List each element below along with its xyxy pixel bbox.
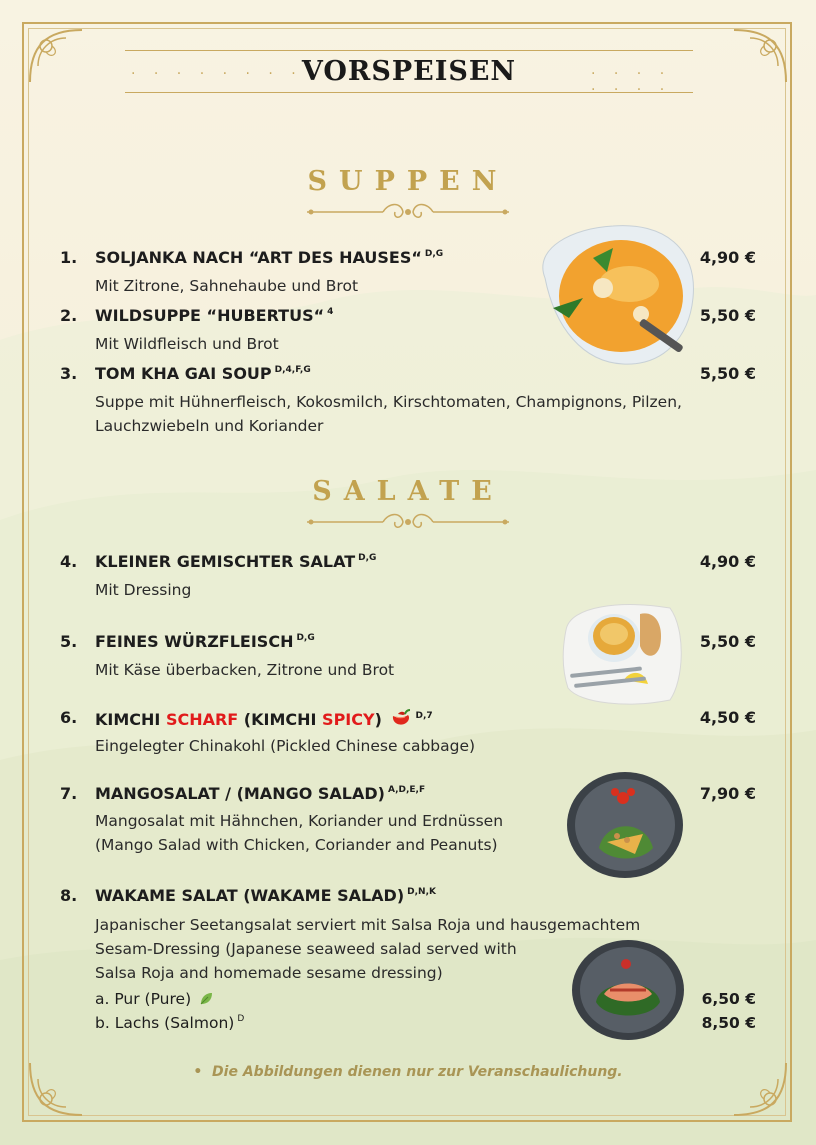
allergen-codes: D,G [358,553,377,563]
item-description: Mit Dressing [95,581,192,599]
item-description-line: Mangosalat mit Hähnchen, Koriander und Erdnüssen [95,812,504,830]
item-option [95,990,213,1008]
chili-pepper-icon [390,708,412,728]
item-description-line: Lauchzwiebeln und Koriander [95,417,324,435]
page-header [125,48,693,96]
item-description-line: Sesam-Dressing (Japanese seaweed salad served with [95,940,517,958]
item-description [95,809,503,857]
item-number: 5. [60,632,78,651]
item-price: 4,90 € [699,248,756,267]
item-option-label: b. Lachs (Salmon) [95,1014,235,1032]
header-dots-left: . . . . . . . . [131,62,303,78]
item-name-text: FEINES WÜRZFLEISCH [95,632,294,651]
item-name-text: SOLJANKA NACH “ART DES HAUSES“ [95,248,422,267]
item-price: 7,90 € [699,784,756,803]
allergen-codes: 4 [327,307,334,317]
item-description-line: (Mango Salad with Chicken, Coriander and Peanuts) [95,836,498,854]
item-number: 7. [60,784,78,803]
allergen-codes: D,G [296,633,315,643]
soup-photo [533,218,701,370]
allergen-codes: D,7 [415,711,433,721]
allergen-codes: D [237,1014,245,1024]
wuerzfleisch-photo [560,600,688,708]
item-description [95,390,682,438]
item-number: 2. [60,306,78,325]
item-price: 4,90 € [699,552,756,571]
allergen-codes: D,N,K [407,887,436,897]
item-price: 4,50 € [699,708,756,727]
section-title-suppen: SUPPEN [307,166,509,197]
item-name [95,632,315,651]
divider-ornament-icon [303,200,513,224]
item-option [95,1014,244,1032]
item-name-text: WILDSUPPE “HUBERTUS“ [95,306,325,325]
divider-ornament-icon [303,510,513,534]
item-description: Mit Käse überbacken, Zitrone und Brot [95,661,395,679]
item-name [95,886,436,905]
item-name [95,708,433,729]
item-name-text: KLEINER GEMISCHTER SALAT [95,552,356,571]
item-name-text: (KIMCHI [238,710,323,729]
item-number: 1. [60,248,78,267]
item-name [95,364,311,383]
page-title: VORSPEISEN [301,56,517,87]
footer-note-text: Die Abbildungen dienen nur zur Veranschaulichung. [212,1064,623,1080]
item-name-spicy-text: SCHARF [165,710,239,729]
item-name [95,248,443,267]
item-option-price: 8,50 € [701,1014,756,1032]
item-name-text: KIMCHI [95,710,166,729]
item-description: Mit Zitrone, Sahnehaube und Brot [95,277,359,295]
corner-ornament-icon [730,26,790,86]
item-number: 4. [60,552,78,571]
item-name-text: TOM KHA GAI SOUP [95,364,272,383]
item-option-label: a. Pur (Pure) [95,990,192,1008]
item-name [95,552,376,571]
item-name [95,784,425,803]
item-name [95,306,333,325]
item-name-text: WAKAME SALAT (WAKAME SALAD) [95,886,405,905]
footer-bullet: • [193,1064,203,1080]
item-description: Mit Wildfleisch und Brot [95,335,279,353]
item-description-line: Suppe mit Hühnerfleisch, Kokosmilch, Kirschtomaten, Champignons, Pilzen, [95,393,682,411]
corner-ornament-icon [26,26,86,86]
item-number: 8. [60,886,78,905]
leaf-icon [199,992,213,1006]
item-name-text: MANGOSALAT / (MANGO SALAD) [95,784,385,803]
mango-salad-photo [565,770,685,880]
item-price: 5,50 € [699,632,756,651]
item-number: 6. [60,708,78,727]
item-price: 5,50 € [699,364,756,383]
item-description: Eingelegter Chinakohl (Pickled Chinese cabbage) [95,737,476,755]
item-name-spicy-text: SPICY [322,710,375,729]
footer-note [0,1064,816,1080]
item-number: 3. [60,364,78,383]
header-dots-right: . . . . . . . . [591,62,672,94]
item-description-line: Japanischer Seetangsalat serviert mit Salsa Roja und hausgemachtem [95,916,641,934]
item-description [95,913,640,985]
item-name-text: ) [374,710,382,729]
allergen-codes: D,G [424,249,444,259]
item-option-price: 6,50 € [701,990,756,1008]
item-description-line: Salsa Roja and homemade sesame dressing) [95,964,443,982]
allergen-codes: A,D,E,F [387,785,426,795]
item-price: 5,50 € [699,306,756,325]
header-rule-top [125,50,693,51]
allergen-codes: D,4,F,G [274,365,311,375]
section-title-salate: SALATE [312,476,504,507]
